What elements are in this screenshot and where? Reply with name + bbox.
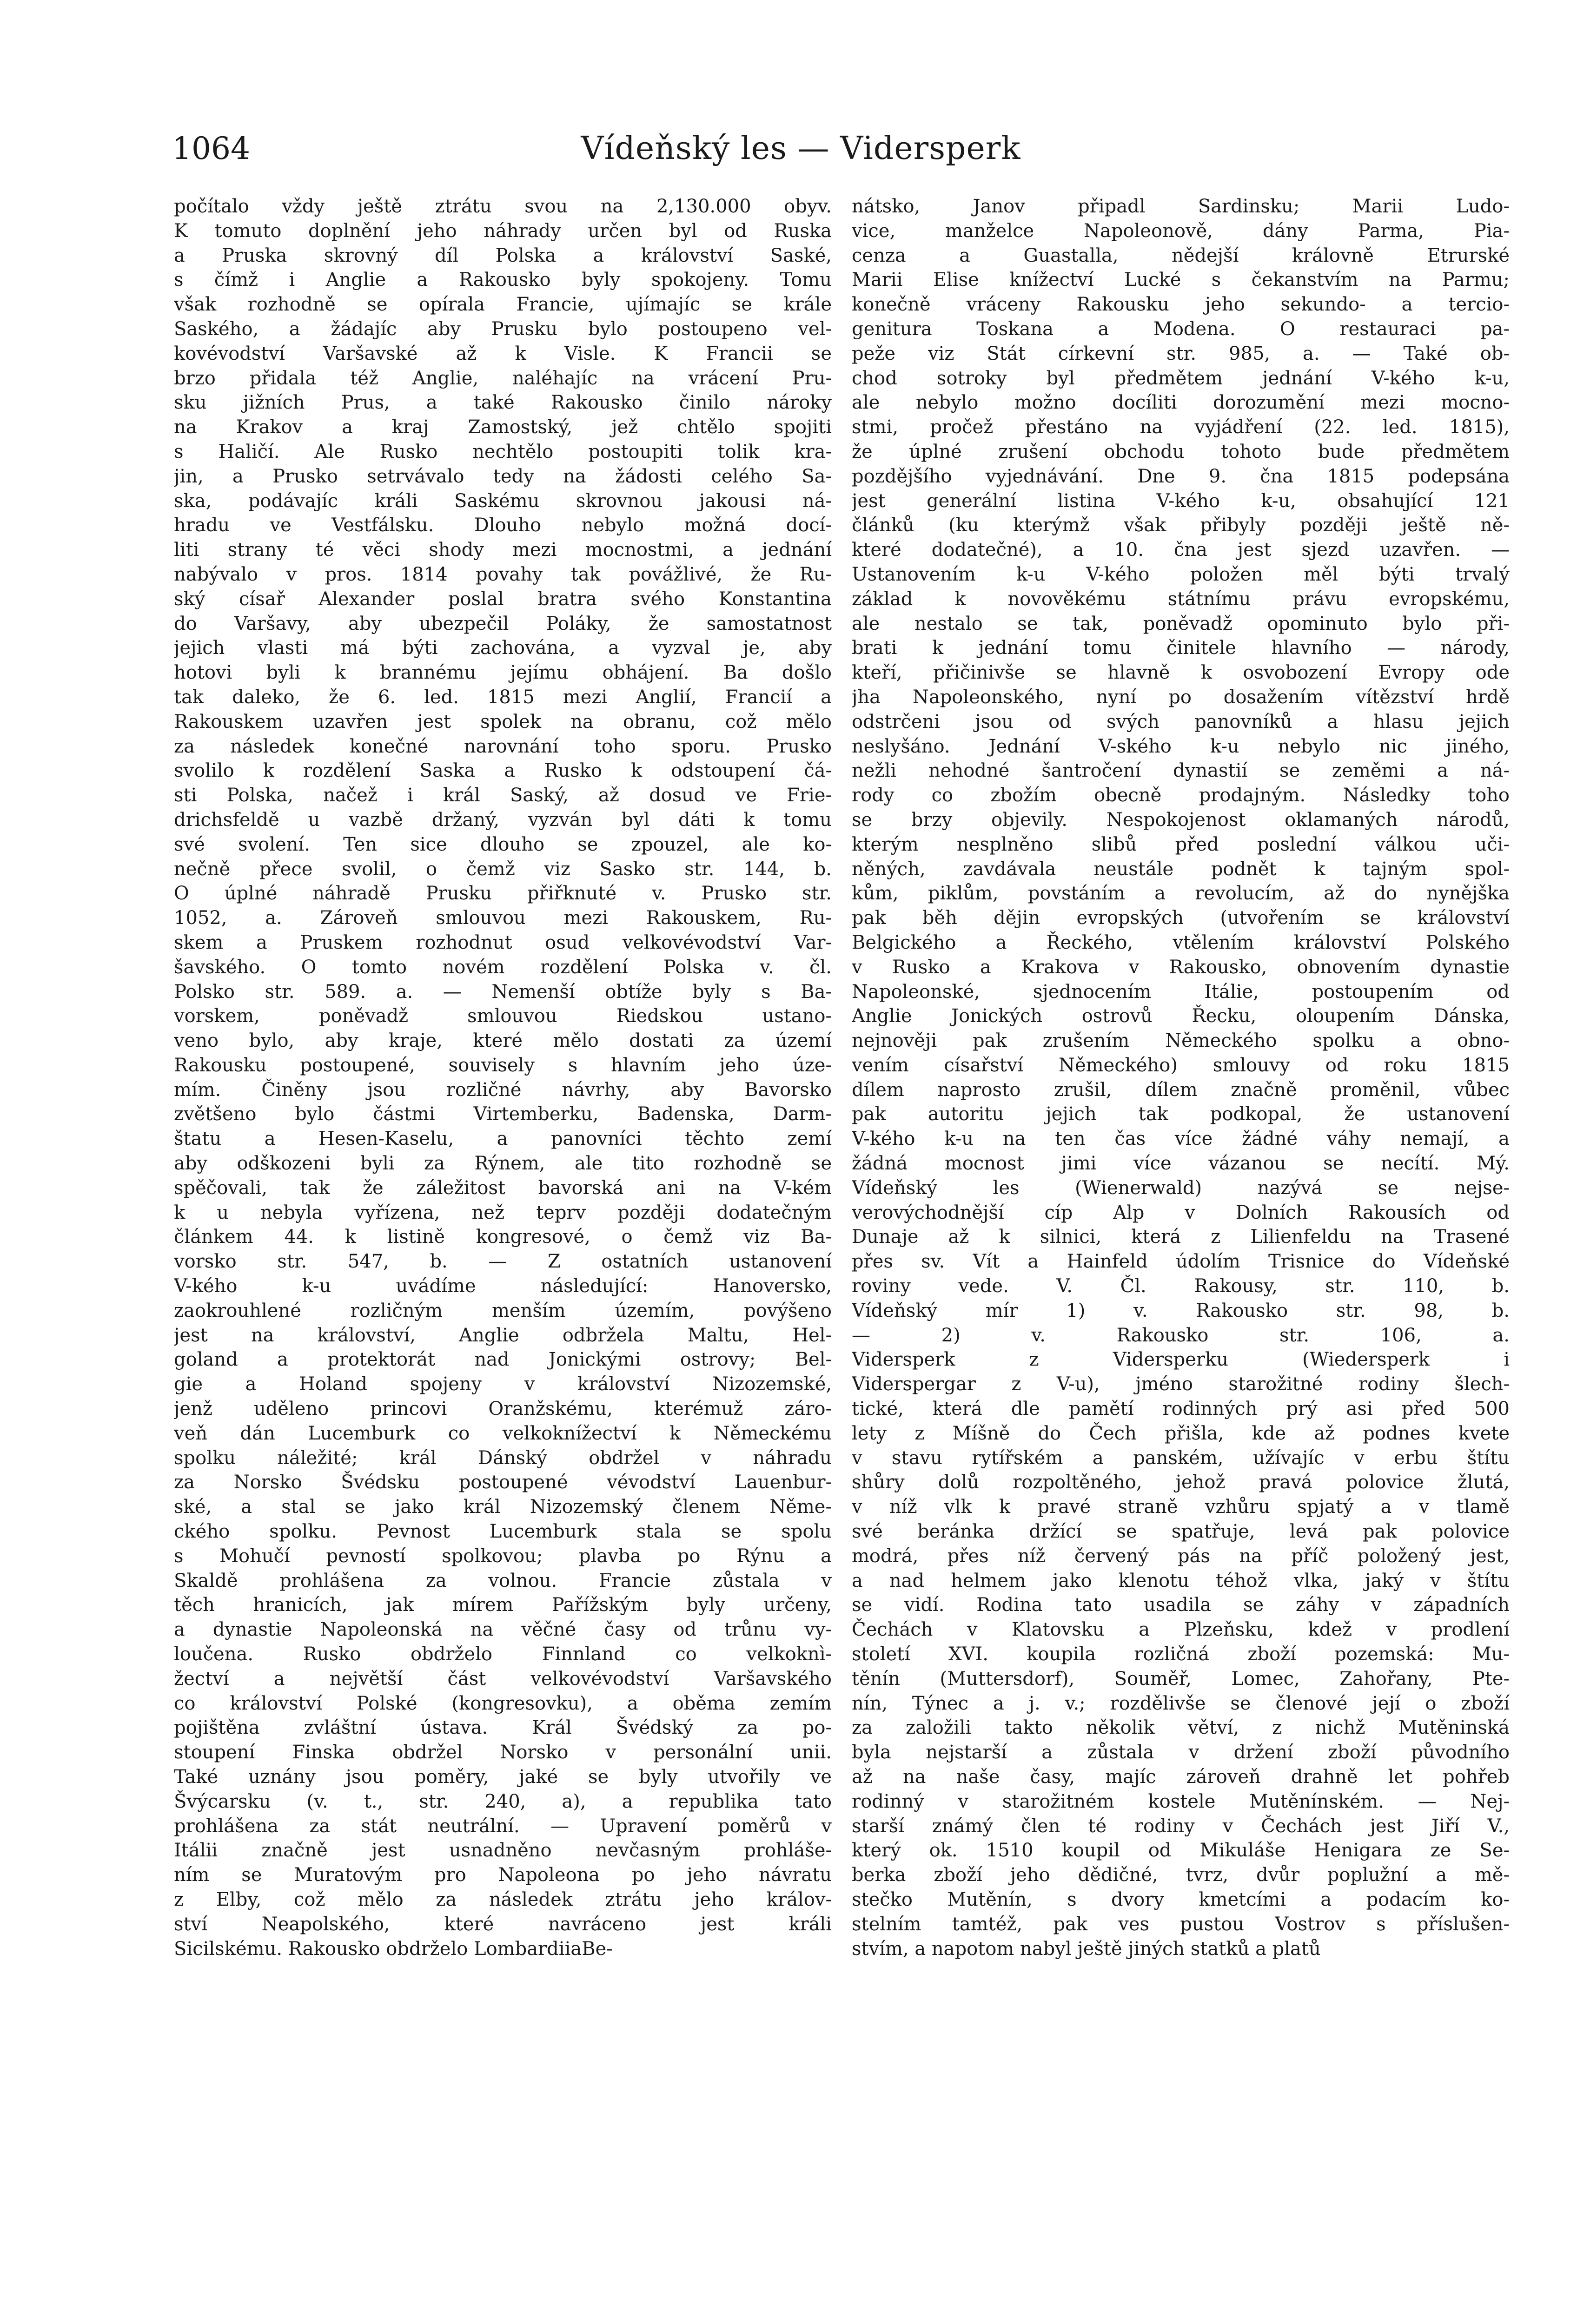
text-line: šavského. O tomto novém rozdělení Polska v. čl. xyxy=(174,956,832,978)
text-line: stmi, pročež přestáno na vyjádření (22. led. 1815), xyxy=(852,416,1510,438)
text-line: nátsko, Janov připadl Sardinsku; Marii Ludo- xyxy=(852,196,1510,217)
text-line: Rakousku postoupené, souvisely s hlavním jeho úze- xyxy=(174,1054,832,1076)
text-line: nín, Týnec a j. v.; rozdělivše se členové její o zboží xyxy=(852,1692,1510,1714)
text-line: stečko Mutěnín, s dvory kmetcími a podacím ko- xyxy=(852,1888,1510,1910)
text-line: co království Polské (kongresovku), a oběma zemím xyxy=(174,1692,832,1714)
text-line: kům, piklům, povstáním a revolucím, až do nynějška xyxy=(852,883,1510,905)
text-line: rody co zbožím obecně prodajným. Následky toho xyxy=(852,785,1510,806)
text-line: za Norsko Švédsku postoupené vévodství Lauenbur- xyxy=(174,1472,832,1493)
text-line: tak daleko, že 6. led. 1815 mezi Anglií, Francií a xyxy=(174,686,832,708)
text-line: nežli nehodné šantročení dynastií se zeměmi a ná- xyxy=(852,760,1510,782)
text-line: jin, a Prusko setrvávalo tedy na žádosti celého Sa- xyxy=(174,465,832,487)
text-line: neslyšáno. Jednání V-ského k-u nebylo nic jiného, xyxy=(852,735,1510,757)
text-line: jenž uděleno princovi Oranžskému, kterémuž záro- xyxy=(174,1398,832,1420)
text-line: chod sotroky byl předmětem jednání V-kého k-u, xyxy=(852,367,1510,389)
text-line: pojištěna zvláštní ústava. Král Švédský za po- xyxy=(174,1717,832,1739)
text-line: shůry dolů rozpoltěného, jehož pravá polovice žlutá, xyxy=(852,1472,1510,1493)
text-line: Skaldě prohlášena za volnou. Francie zůstala v xyxy=(174,1570,832,1591)
text-line: — 2) v. Rakousko str. 106, a. xyxy=(852,1324,1510,1346)
text-line: V-kého k-u na ten čas více žádné váhy nemají, a xyxy=(852,1128,1510,1150)
text-line: konečně vráceny Rakousku jeho sekundo- a tercio- xyxy=(852,294,1510,316)
text-line: goland a protektorát nad Jonickými ostrovy; Bel- xyxy=(174,1349,832,1371)
text-line: Belgického a Řeckého, vtělením království Polského xyxy=(852,931,1510,953)
text-line: ské, a stal se jako král Nizozemský členem Něme- xyxy=(174,1496,832,1518)
text-line: veno bylo, aby kraje, které mělo dostati za území xyxy=(174,1030,832,1052)
text-line: své beránka držící se spatřuje, levá pak polovice xyxy=(852,1521,1510,1543)
text-line: který ok. 1510 koupil od Mikuláše Henigara ze Se- xyxy=(852,1840,1510,1862)
text-line: Saského, a žádajíc aby Prusku bylo postoupeno vel- xyxy=(174,318,832,340)
text-line: štatu a Hesen-Kaselu, a panovníci těchto zemí xyxy=(174,1128,832,1150)
text-line: kteří, přičinivše se hlavně k osvobození Evropy ode xyxy=(852,662,1510,684)
text-line: K tomuto doplnění jeho náhrady určen byl od Ruska xyxy=(174,220,832,242)
left-text-column xyxy=(174,194,832,1961)
text-line: století XVI. koupila rozličná zboží pozemská: Mu- xyxy=(852,1644,1510,1665)
text-line: Itálii značně jest usnadněno nevčasným prohláše- xyxy=(174,1840,832,1862)
text-line: základ k novověkému státnímu právu evropskému, xyxy=(852,588,1510,610)
text-line: rodinný v starožitném kostele Mutěnínském. — Nej- xyxy=(852,1790,1510,1812)
text-line: v stavu rytířském a panském, užívajíc v erbu štítu xyxy=(852,1447,1510,1469)
right-text-column xyxy=(852,194,1510,1961)
text-line: ckého spolku. Pevnost Lucemburk stala se spolu xyxy=(174,1521,832,1543)
text-line: Čechách v Klatovsku a Plzeňsku, kdež v prodlení xyxy=(852,1619,1510,1641)
text-line: V-kého k-u uvádíme následující: Hanoversko, xyxy=(174,1275,832,1297)
text-line: s čímž i Anglie a Rakousko byly spokojeny. Tomu xyxy=(174,269,832,291)
text-line: těnín (Muttersdorf), Souměř, Lomec, Zahořany, Pte- xyxy=(852,1668,1510,1690)
text-line: byla nejstarší a zůstala v držení zboží původního xyxy=(852,1742,1510,1763)
text-line: pak autoritu jejich tak podkopal, že ustanovení xyxy=(852,1103,1510,1125)
text-line: mím. Činěny jsou rozličné návrhy, aby Bavorsko xyxy=(174,1079,832,1101)
text-line: se brzy objevily. Nespokojenost oklamaných národů, xyxy=(852,809,1510,831)
text-line: žectví a největší část velkovévodství Varšavského xyxy=(174,1668,832,1690)
text-line: přes sv. Vít a Hainfeld údolím Trisnice do Vídeňské xyxy=(852,1251,1510,1273)
text-line: hradu ve Vestfálsku. Dlouho nebylo možná docí- xyxy=(174,515,832,536)
text-line: tické, která dle pamětí rodinných prý asi před 500 xyxy=(852,1398,1510,1420)
text-line: spolku náležité; král Dánský obdržel v náhradu xyxy=(174,1447,832,1469)
text-line: svolilo k rozdělení Saska a Rusko k odstoupení čá- xyxy=(174,760,832,782)
text-line: prohlášena za stát neutrální. — Upravení poměrů v xyxy=(174,1815,832,1837)
text-line: starší známý člen té rodiny v Čechách jest Jiří V., xyxy=(852,1815,1510,1837)
text-line: lety z Míšně do Čech přišla, kde až podnes kvete xyxy=(852,1422,1510,1444)
running-title: Vídeňský les — Vidersperk xyxy=(581,130,1021,167)
text-line: 1052, a. Zároveň smlouvou mezi Rakouskem, Ru- xyxy=(174,907,832,929)
text-line: verovýchodnější cíp Alp v Dolních Rakousích od xyxy=(852,1202,1510,1223)
text-line: z Elby, což mělo za následek ztrátu jeho králov- xyxy=(174,1888,832,1910)
text-line: peže viz Stát církevní str. 985, a. — Také ob- xyxy=(852,343,1510,364)
text-line: Marii Elise knížectví Lucké s čekanstvím na Parmu; xyxy=(852,269,1510,291)
text-line: skem a Pruskem rozhodnut osud velkovévodství Var- xyxy=(174,931,832,953)
text-line: drichsfeldě u vazbě držaný, vyzván byl dáti k tomu xyxy=(174,809,832,831)
text-line: Viderspergar z V-u), jméno starožitné rodiny šlech- xyxy=(852,1373,1510,1395)
text-line: pak běh dějin evropských (utvořením se království xyxy=(852,907,1510,929)
text-line: článků (ku kterýmž však přibyly později ještě ně- xyxy=(852,515,1510,536)
text-line: se vidí. Rodina tato usadila se záhy v západních xyxy=(852,1594,1510,1616)
text-line: ním se Muratovým pro Napoleona po jeho návratu xyxy=(174,1864,832,1886)
text-line: gie a Holand spojeny v království Nizozemské, xyxy=(174,1373,832,1395)
text-line: do Varšavy, aby ubezpečil Poláky, že samostatnost xyxy=(174,613,832,634)
page-number: 1064 xyxy=(172,131,250,166)
text-line: hotovi byli k brannému jejímu obhájení. Ba došlo xyxy=(174,662,832,684)
text-line: Vídeňský les (Wienerwald) nazývá se nejse- xyxy=(852,1177,1510,1199)
text-line: ale nestalo se tak, poněvadž opominuto bylo při- xyxy=(852,613,1510,634)
text-line: za následek konečné narovnání toho sporu. Prusko xyxy=(174,735,832,757)
text-line: Anglie Jonických ostrovů Řecku, oloupením Dánska, xyxy=(852,1005,1510,1027)
text-line: aby odškozeni byli za Rýnem, ale tito rozhodně se xyxy=(174,1153,832,1175)
text-line: za založili takto několik větví, z nichž Mutěninská xyxy=(852,1717,1510,1739)
text-line: veň dán Lucemburk co velkoknížectví k Německému xyxy=(174,1422,832,1444)
text-line: jest generální listina V-kého k-u, obsahující 121 xyxy=(852,490,1510,512)
text-line: stvím, a napotom nabyl ještě jiných statků a platů xyxy=(852,1938,1321,1960)
text-line: Také uznány jsou poměry, jaké se byly utvořily ve xyxy=(174,1766,832,1788)
text-line: na Krakov a kraj Zamostský, jež chtělo spojiti xyxy=(174,416,832,438)
text-line: jest na království, Anglie odbržela Maltu, Hel- xyxy=(174,1324,832,1346)
text-line: že úplné zrušení obchodu tohoto bude předmětem xyxy=(852,441,1510,462)
text-line: něných, zavdávala neustále podnět k tajným spol- xyxy=(852,858,1510,880)
text-line: článkem 44. k listině kongresové, o čemž viz Ba- xyxy=(174,1226,832,1248)
text-line: Ustanovením k-u V-kého položen měl býti trvalý xyxy=(852,563,1510,585)
text-line: zvětšeno bylo částmi Virtemberku, Badenska, Darm- xyxy=(174,1103,832,1125)
text-line: vorsko str. 547, b. — Z ostatních ustanovení xyxy=(174,1251,832,1273)
text-line: Rakouskem uzavřen jest spolek na obranu, což mělo xyxy=(174,711,832,733)
text-line: v Rusko a Krakova v Rakousko, obnovením dynastie xyxy=(852,956,1510,978)
text-line: vorskem, poněvadž smlouvou Riedskou ustano- xyxy=(174,1005,832,1027)
text-line: ale nebylo možno docíliti dorozumění mezi mocno- xyxy=(852,392,1510,414)
text-line: nečně přece svolil, o čemž viz Sasko str. 144, b. xyxy=(174,858,832,880)
text-line: odstrčeni jsou od svých panovníků a hlasu jejich xyxy=(852,711,1510,733)
text-line: nejnověji pak zrušením Německého spolku a obno- xyxy=(852,1030,1510,1052)
text-line: cenza a Guastalla, nědejší královně Etrurské xyxy=(852,244,1510,266)
text-line: vením císařství Německého) smlouvy od roku 1815 xyxy=(852,1054,1510,1076)
text-line: s Haličí. Ale Rusko nechtělo postoupiti tolik kra- xyxy=(174,441,832,462)
text-line: Polsko str. 589. a. — Nemenší obtíže byly s Ba- xyxy=(174,981,832,1003)
text-line: Vídeňský mír 1) v. Rakousko str. 98, b. xyxy=(852,1300,1510,1321)
text-line: ska, podávajíc králi Saskému skrovnou jakousi ná- xyxy=(174,490,832,512)
text-line: Švýcarsku (v. t., str. 240, a), a republika tato xyxy=(174,1790,832,1812)
page-header xyxy=(172,125,1430,177)
text-line: počítalo vždy ještě ztrátu svou na 2,130.000 obyv. xyxy=(174,196,832,217)
text-line: žádná mocnost jimi více vázanou se necítí. Mý. xyxy=(852,1153,1510,1175)
text-line: a Pruska skrovný díl Polska a království Saské, xyxy=(174,244,832,266)
text-line: vice, manželce Napoleonově, dány Parma, Pia- xyxy=(852,220,1510,242)
text-line: stoupení Finska obdržel Norsko v personální unii. xyxy=(174,1742,832,1763)
text-line: Sicilskému. Rakousko obdrželo LombardiiaBe- xyxy=(174,1938,613,1960)
text-line: Vidersperk z Vidersperku (Wiedersperk i xyxy=(852,1349,1510,1371)
text-line: genitura Toskana a Modena. O restauraci pa- xyxy=(852,318,1510,340)
text-line: k u nebyla vyřízena, než teprv později dodatečným xyxy=(174,1202,832,1223)
text-line: loučena. Rusko obdrželo Finnland co velkoknì- xyxy=(174,1644,832,1665)
text-line: kovévodství Varšavské až k Visle. K Francii se xyxy=(174,343,832,364)
text-line: sku jižních Prus, a také Rakousko činilo nároky xyxy=(174,392,832,414)
text-line: spěčovali, tak že záležitost bavorská ani na V-kém xyxy=(174,1177,832,1199)
text-line: jejich vlasti má býti zachována, a vyzval je, aby xyxy=(174,637,832,659)
text-line: Dunaje až k silnici, která z Lilienfeldu na Trasené xyxy=(852,1226,1510,1248)
text-line: brati k jednání tomu činitele hlavního — národy, xyxy=(852,637,1510,659)
text-line: s Mohučí pevností spolkovou; plavba po Rýnu a xyxy=(174,1545,832,1567)
text-line: které dodatečné), a 10. čna jest sjezd uzavřen. — xyxy=(852,539,1510,561)
text-line: roviny vede. V. Čl. Rakousy, str. 110, b. xyxy=(852,1275,1510,1297)
text-line: zaokrouhlené rozličným menším územím, povýšeno xyxy=(174,1300,832,1321)
text-line: kterým nesplněno slibů před poslední válkou uči- xyxy=(852,833,1510,855)
text-line: jha Napoleonského, nyní po dosažením vítězství hrdě xyxy=(852,686,1510,708)
text-line: O úplné náhradě Prusku přiřknuté v. Prusko str. xyxy=(174,883,832,905)
text-line: své svolení. Ten sice dlouho se zpouzel, ale ko- xyxy=(174,833,832,855)
text-line: však rozhodně se opírala Francie, ujímajíc se krále xyxy=(174,294,832,316)
text-line: Napoleonské, sjednocením Itálie, postoupením od xyxy=(852,981,1510,1003)
text-line: dílem naprosto zrušil, dílem značně proměnil, vůbec xyxy=(852,1079,1510,1101)
text-line: ství Neapolského, které navráceno jest králi xyxy=(174,1913,832,1935)
text-line: liti strany té věci shody mezi mocnostmi, a jednání xyxy=(174,539,832,561)
text-line: nabývalo v pros. 1814 povahy tak povážlivé, že Ru- xyxy=(174,563,832,585)
text-line: brzo přidala též Anglie, naléhajíc na vrácení Pru- xyxy=(174,367,832,389)
text-line: a nad helmem jako klenotu téhož vlka, jaký v štítu xyxy=(852,1570,1510,1591)
text-line: ský císař Alexander poslal bratra svého Konstantina xyxy=(174,588,832,610)
text-line: stelním tamtéž, pak ves pustou Vostrov s příslušen- xyxy=(852,1913,1510,1935)
text-line: těch hranicích, jak mírem Pařížským byly určeny, xyxy=(174,1594,832,1616)
text-line: sti Polska, načež i král Saský, až dosud ve Frie- xyxy=(174,785,832,806)
text-line: modrá, přes níž červený pás na příč položený jest, xyxy=(852,1545,1510,1567)
text-line: v níž vlk k pravé straně vzhůru spjatý a v tlamě xyxy=(852,1496,1510,1518)
text-line: pozdějšího vyjednávání. Dne 9. čna 1815 podepsána xyxy=(852,465,1510,487)
text-line: a dynastie Napoleonská na věčné časy od trůnu vy- xyxy=(174,1619,832,1641)
text-line: až na naše časy, majíc zároveň drahně let pohřeb xyxy=(852,1766,1510,1788)
text-line: berka zboží jeho dědičné, tvrz, dvůr poplužní a mě- xyxy=(852,1864,1510,1886)
